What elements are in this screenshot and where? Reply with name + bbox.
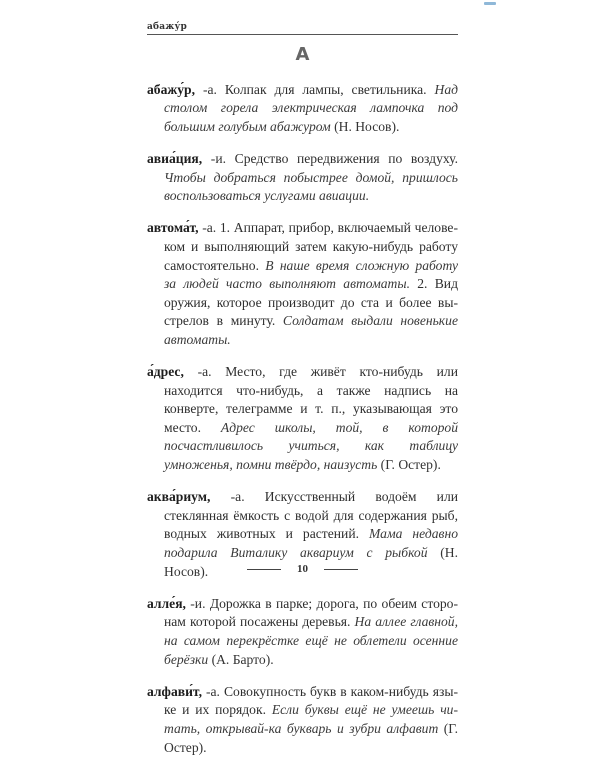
entry-source: (А. Барто). [208, 651, 274, 667]
section-letter: А [295, 44, 310, 65]
entry-grammar: -а. [210, 489, 265, 505]
entry-definition: Место, где живёт кто-нибудь или находится что-нибудь, а также надпись на конверте, телеграмме и т. п., указывающая это место. [164, 364, 458, 435]
entry-example: Если буквы ещё не умеешь читать, открывай-ка букварь и зубри алфавит [164, 702, 459, 736]
entry-source: (Н. Носов). [330, 118, 400, 134]
entry-grammar: -а. [198, 220, 220, 236]
footer-dash-left [247, 569, 281, 570]
dictionary-entry [147, 595, 458, 669]
entry-headword: алле́я, [147, 595, 186, 611]
entry-source: (Г. Остер). [377, 457, 441, 473]
entry-grammar: -а. [195, 81, 225, 97]
entry-example: Адрес школы, той, в которой посчастливилось учиться, как таблицу умноженья, помни твёрдо, наизусть [164, 419, 459, 473]
entry-definition: Дорожка в парке; дорога, по обеим сторонам которой посажены деревья. [164, 595, 459, 630]
entry-definition: Колпак для лампы, светильника. [224, 81, 435, 97]
entry-source: (Н. Носов). [164, 545, 458, 579]
dictionary-entry [147, 81, 458, 137]
dictionary-entry [147, 363, 458, 475]
entry-example-2: Солдатам выдали новенькие автоматы. [164, 313, 458, 347]
entry-grammar: -и. [202, 150, 235, 166]
page-footer [147, 563, 458, 575]
entry-definition: Средство передвижения по воздуху. [234, 150, 458, 166]
entry-example: Мама недавно подарила Виталику аквариум с рыбкой [164, 526, 458, 561]
entry-headword: а́дрес, [147, 364, 184, 380]
dictionary-entry [147, 683, 458, 757]
entry-headword: авиа́ция, [147, 150, 203, 166]
entry-example: На аллее главной, на самом перекрёстке ещё не облетели осенние берёзки [164, 614, 459, 667]
entry-source: (Г. Остер). [164, 720, 458, 755]
entry-grammar: -а. [183, 364, 226, 380]
entry-definition-2: 2. Вид оружия, которое производит до ста и более выстрелов в минуту. [164, 276, 458, 329]
entry-example: Чтобы добраться побыстрее домой, пришлось воспользоваться услугами авиации. [164, 169, 458, 204]
entry-definition: Совокупность букв в каком-нибудь языке и их порядок. [164, 683, 458, 718]
footer-dash-right [324, 569, 358, 570]
header-rule [147, 34, 458, 35]
dictionary-page [147, 0, 459, 755]
entry-example: Над столом горела электрическая лампочка под большим голубым абажуром [164, 81, 458, 134]
entry-grammar: -а. [201, 683, 224, 699]
entry-example: В наше время сложную работу за людей часто выполняют автоматы. [164, 257, 458, 292]
entry-headword: абажу́р, [147, 81, 196, 97]
dictionary-entry [147, 150, 458, 206]
page-number: 10 [297, 563, 308, 575]
corner-badge-icon [484, 2, 496, 5]
entry-definition: Искусственный водоём или стеклянная ёмкость с водой для содержания рыб, водных животных и растений. [164, 489, 458, 542]
entry-headword: автома́т, [147, 220, 199, 236]
entry-headword: алфави́т, [147, 683, 202, 699]
entry-definition: 1. Аппарат, прибор, включаемый человеком и выполняющий затем какую-нибудь работу самостоятельно. [164, 220, 458, 273]
entry-grammar: -и. [185, 595, 210, 611]
running-head: абажу́р [147, 22, 188, 32]
entry-headword: аква́риум, [147, 489, 211, 505]
entries-list [147, 67, 458, 760]
dictionary-entry [147, 219, 458, 349]
